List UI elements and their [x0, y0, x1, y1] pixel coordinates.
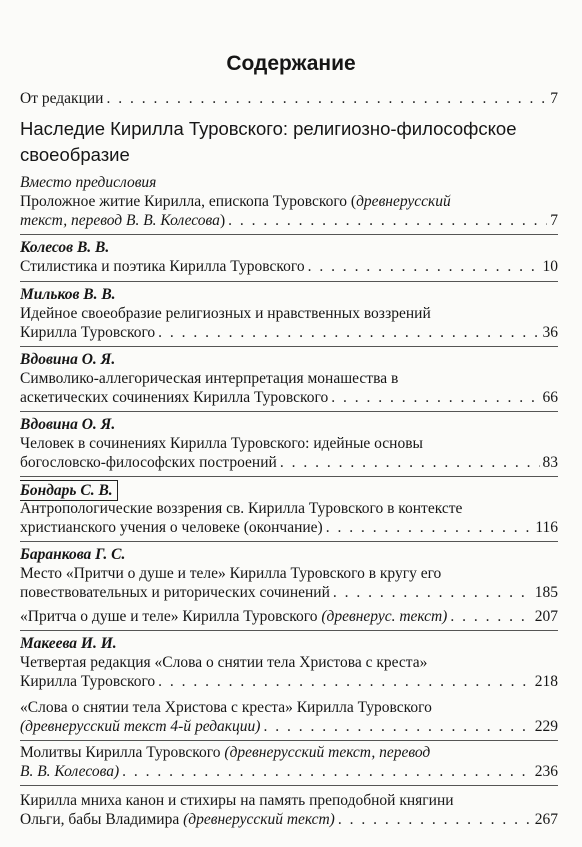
entry-author: Вдовина О. Я.	[20, 351, 116, 368]
dot-leader	[263, 717, 531, 737]
dot-leader	[106, 89, 547, 109]
toc-entry-title-end[interactable]: богословско-философских построений . . . 83	[20, 453, 558, 473]
dot-leader	[280, 453, 540, 473]
toc-entry-sub[interactable]: «Слова о снятии тела Христова с креста» Кирилла Туровского	[20, 699, 432, 716]
dot-leader	[308, 257, 540, 277]
divider	[20, 740, 558, 741]
toc-entry-title-end[interactable]: аскетических сочинениях Кирилла Туровского . . . 66	[20, 388, 558, 408]
toc-entry-title-end[interactable]: повествовательных и риторических сочинений . . . 185	[20, 583, 558, 603]
toc-entry-title[interactable]: Антропологические воззрения св. Кирилла Туровского в контексте	[20, 500, 463, 517]
toc-entry-title[interactable]: Символико-аллегорическая интерпретация монашества в	[20, 370, 399, 387]
dot-leader	[158, 323, 539, 343]
entry-author	[20, 480, 558, 501]
page-number: 116	[535, 519, 558, 536]
page-number: 229	[534, 718, 558, 735]
toc-entry-title[interactable]: Стилистика и поэтика Кирилла Туровского . . . 10	[20, 257, 558, 277]
divider	[20, 411, 558, 412]
toc-entry-title-end[interactable]: текст, перевод В. В. Колесова) . . . 7	[20, 211, 558, 231]
entry-author: Вдовина О. Я.	[20, 416, 116, 433]
section-heading: Наследие Кирилла Туровского: религиозно-философское своеобразие	[20, 118, 517, 165]
toc-entry-title-end[interactable]: христианского учения о человеке (окончание) . . . 116	[20, 518, 558, 538]
toc-entry-prayers-end[interactable]: В. В. Колесова) . . . 236	[20, 762, 558, 782]
page-number: 10	[542, 258, 558, 275]
page-title: Содержание	[226, 52, 356, 75]
dot-leader	[450, 607, 531, 627]
page-number: 236	[534, 763, 558, 780]
toc-entry-title[interactable]: Проложное житие Кирилла, епископа Туровского (древнерусский	[20, 193, 451, 210]
page-number: 7	[550, 90, 558, 107]
toc-entry-title-end[interactable]: Кирилла Туровского . . . 36	[20, 323, 558, 343]
dot-leader	[331, 388, 539, 408]
dot-leader	[228, 211, 547, 231]
page-number: 267	[534, 811, 558, 828]
page-number: 218	[534, 673, 558, 690]
toc-entry-canon[interactable]: Кирилла мниха канон и стихиры на память преподобной княгини	[20, 792, 454, 809]
page-number: 207	[534, 608, 558, 625]
divider	[20, 234, 558, 235]
page-number: 66	[542, 389, 558, 406]
toc-entry-title[interactable]: Идейное своеобразие религиозных и нравственных воззрений	[20, 305, 431, 322]
page-number: 36	[542, 324, 558, 341]
divider	[20, 630, 558, 631]
entry-author: Макеева И. И.	[20, 635, 117, 652]
page-number: 7	[550, 212, 558, 229]
entry-author: Колесов В. В.	[20, 239, 110, 256]
page-number: 83	[542, 454, 558, 471]
entry-title: От редакции	[20, 90, 104, 107]
toc-entry-editorial[interactable]	[20, 89, 558, 109]
entry-author: Мильков В. В.	[20, 286, 116, 303]
highlighted-author: Бондарь С. В.	[20, 480, 118, 501]
dot-leader	[122, 762, 532, 782]
toc-entry-sub-end[interactable]: (древнерусский текст 4-й редакции) . . . 229	[20, 717, 558, 737]
toc-entry-title-end[interactable]: Кирилла Туровского . . . 218	[20, 672, 558, 692]
divider	[20, 541, 558, 542]
toc-entry-prayers[interactable]: Молитвы Кирилла Туровского (древнерусский текст, перевод	[20, 744, 431, 761]
dot-leader	[338, 810, 532, 830]
page-number: 185	[534, 584, 558, 601]
divider	[20, 346, 558, 347]
dot-leader	[158, 672, 532, 692]
divider	[20, 281, 558, 282]
entry-author: Баранкова Г. С.	[20, 546, 126, 563]
toc-entry-canon-end[interactable]: Ольги, бабы Владимира (древнерусский текст) . . . 267	[20, 810, 558, 830]
entry-author: Вместо предисловия	[20, 174, 157, 191]
dot-leader	[333, 583, 532, 603]
toc-entry-title[interactable]: Место «Притчи о душе и теле» Кирилла Туровского в кругу его	[20, 565, 442, 582]
dot-leader	[326, 518, 533, 538]
toc-entry-title[interactable]: Четвертая редакция «Слова о снятии тела Христова с креста»	[20, 654, 428, 671]
toc-entry-title[interactable]: Человек в сочинениях Кирилла Туровского: идейные основы	[20, 435, 423, 452]
toc-entry-sub[interactable]: «Притча о душе и теле» Кирилла Туровского (древнерус. текст) . . . 207	[20, 607, 558, 627]
divider	[20, 785, 558, 786]
divider	[20, 476, 558, 477]
